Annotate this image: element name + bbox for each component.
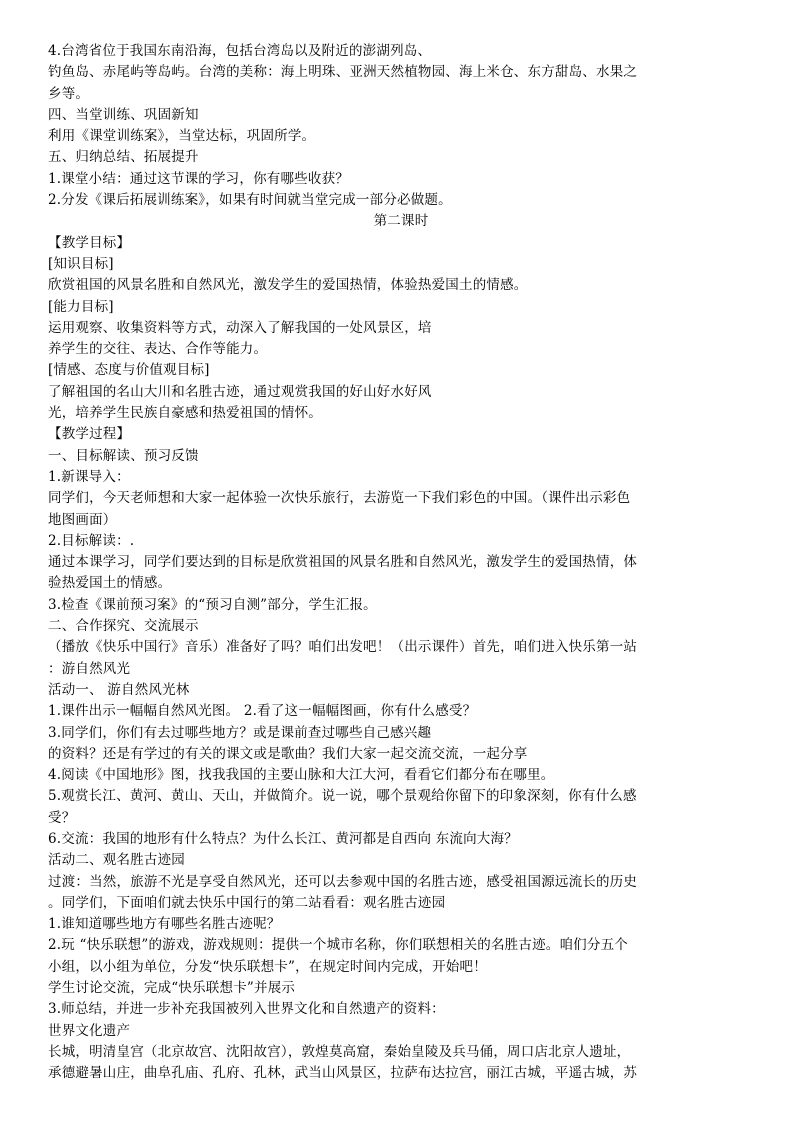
text-line: 利用《课堂训练案》，当堂达标，巩固所学。	[48, 128, 316, 145]
text-line: （播放《快乐中国行》音乐）准备好了吗？咱们出发吧！（出示课件）首先，咱们进入快乐第一站	[48, 639, 638, 656]
text-line: 光，培养学生民族自豪感和热爱祖国的情怀。	[48, 405, 322, 422]
text-line: 过渡：当然，旅游不光是享受自然风光，还可以去参观中国的名胜古迹，感受祖国源远流长的历史	[48, 873, 638, 890]
text-line: 5.观赏长江、黄河、黄山、天山，并做简介。说一说，哪个景观给你留下的印象深刻，你有什么感	[48, 788, 637, 805]
text-line: 1.谁知道哪些地方有哪些名胜古迹呢？	[48, 916, 281, 933]
text-line: 1.新课导入：	[48, 468, 130, 485]
text-line: 通过本课学习，同学们要达到的目标是欣赏祖国的风景名胜和自然风光，激发学生的爱国热情，体	[48, 554, 638, 571]
text-line: 受？	[48, 809, 76, 826]
text-line: 运用观察、收集资料等方式，动深入了解我国的一处风景区，培	[48, 319, 432, 336]
text-line: 五、归纳总结、拓展提升	[48, 149, 199, 166]
text-line: 6.交流：我国的地形有什么特点？为什么长江、黄河都是自西向 东流向大海？	[48, 830, 518, 847]
text-line: 乡等。	[48, 85, 90, 102]
text-line: 1.课件出示一幅幅自然风光图。 2.看了这一幅幅图画，你有什么感受？	[48, 703, 477, 720]
text-line: 养学生的交往、表达、合作等能力。	[48, 341, 268, 358]
text-line: 长城，明清皇宫（北京故宫、沈阳故宫），敦煌莫高窟，秦始皇陵及兵马俑，周口店北京人遗址，	[48, 1043, 631, 1060]
text-line: [情感、态度与价值观目标]	[48, 362, 210, 379]
text-line: 1.课堂小结：通过这节课的学习，你有哪些收获？	[48, 170, 349, 187]
text-line: 。同学们，下面咱们就去快乐中国行的第二站看看：观名胜古迹园	[48, 894, 446, 911]
text-line: 4.阅读《中国地形》图，找我我国的主要山脉和大江大河，看看它们都分布在哪里。	[48, 767, 555, 784]
text-line: 活动一、 游自然风光林	[48, 681, 190, 698]
text-line: 世界文化遗产	[48, 1022, 131, 1039]
document-page	[48, 41, 754, 1085]
text-line: 2.玩 “快乐联想”的游戏，游戏规则：提供一个城市名称，你们联想相关的名胜古迹。咱们分五个	[48, 937, 628, 954]
text-line: 3.师总结，并进一步补充我国被列入世界文化和自然遗产的资料：	[48, 1001, 445, 1018]
text-line: 地图画面）	[48, 511, 117, 528]
text-line: 4.台湾省位于我国东南沿海，包括台湾岛以及附近的澎湖列岛、	[48, 43, 432, 59]
text-line: 验热爱国土的情感。	[48, 575, 172, 592]
text-line: 同学们，今天老师想和大家一起体验一次快乐旅行，去游览一下我们彩色的中国。（课件出示彩色	[48, 490, 631, 507]
text-line: [能力目标]	[48, 298, 114, 315]
text-line: 【教学过程】	[48, 426, 131, 443]
text-line: 钓鱼岛、赤尾屿等岛屿。台湾的美称：海上明珠、亚洲天然植物园、海上米仓、东方甜岛、水果之	[48, 64, 638, 81]
text-line: 了解祖国的名山大川和名胜古迹，通过观赏我国的好山好水好风	[48, 383, 432, 400]
text-line: 学生讨论交流，完成“快乐联想卡”并展示	[48, 980, 296, 997]
text-line: ：游自然风光	[48, 660, 131, 677]
text-line: [知识目标]	[48, 255, 114, 272]
text-line: 承德避暑山庄，曲阜孔庙、孔府、孔林，武当山风景区，拉萨布达拉宫，丽江古城，平遥古城，苏	[48, 1065, 638, 1082]
text-line: 活动二、观名胜古迹园	[48, 852, 185, 869]
text-line: 小组，以小组为单位，分发“快乐联想卡”，在规定时间内完成，开始吧！	[48, 958, 487, 975]
text-line: 的资料？还是有学过的有关的课文或是歌曲？我们大家一起交流交流，一起分享	[48, 745, 528, 762]
text-line: 一、目标解读、预习反馈	[48, 447, 199, 464]
text-line: 2.分发《课后拓展训练案》，如果有时间就当堂完成一部分必做题。	[48, 192, 452, 209]
text-line: 【教学目标】	[48, 234, 131, 251]
text-line: 3.检查《课前预习案》的“预习自测”部分，学生汇报。	[48, 596, 377, 613]
text-line: 3.同学们，你们有去过哪些地方？或是课前查过哪些自己感兴趣	[48, 724, 432, 741]
text-line: 2.目标解读：.	[48, 532, 135, 549]
text-line: 第二课时	[373, 213, 429, 230]
text-line: 二、合作探究、交流展示	[48, 618, 199, 635]
text-line: 欣赏祖国的风景名胜和自然风光，激发学生的爱国热情，体验热爱国土的情感。	[48, 277, 528, 294]
text-line: 四、当堂训练、巩固新知	[48, 106, 199, 123]
